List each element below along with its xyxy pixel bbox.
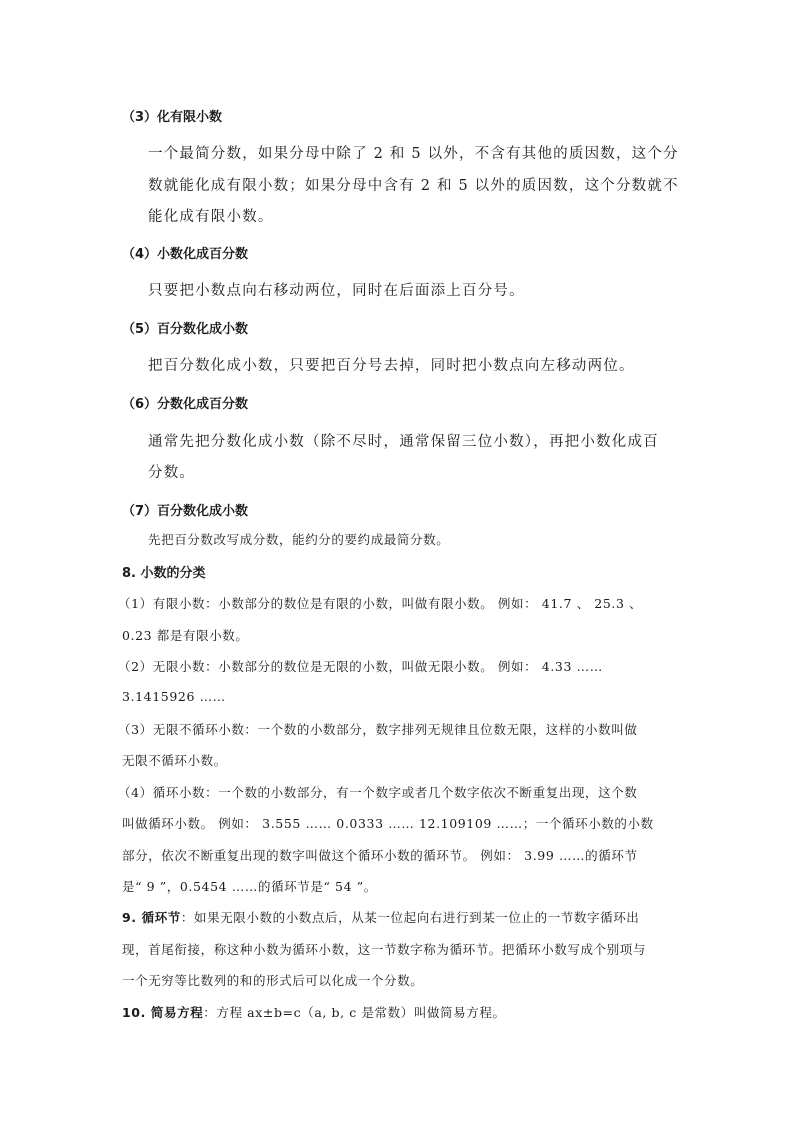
term-definition: ：如果无限小数的小数点后，从某一位起向右进行到某一位止的一节数字循环出	[180, 910, 640, 925]
paragraph-line: 一个最简分数，如果分母中除了 2 和 5 以外，不含有其他的质因数，这个分	[148, 146, 679, 162]
section-heading-3: （3）化有限小数	[122, 110, 223, 125]
paragraph-line: 无限不循环小数。	[122, 753, 227, 768]
paragraph-line: 数就能化成有限小数；如果分母中含有 2 和 5 以外的质因数，这个分数就不	[148, 178, 679, 194]
paragraph-line: 一个无穷等比数列的和的形式后可以化成一个分数。	[122, 973, 424, 988]
paragraph-line	[122, 1003, 506, 1021]
paragraph-line: 分数。	[148, 465, 196, 481]
paragraph-line: 现，首尾衔接，称这种小数为循环小数，这一节数字称为循环节。把循环小数写成个别项与	[122, 942, 647, 957]
section-heading-4: （4）小数化成百分数	[122, 247, 249, 262]
paragraph-line: 是“ 9 ”，0.5454 ……的循环节是“ 54 ”。	[122, 879, 377, 894]
paragraph-line: 部分，依次不断重复出现的数字叫做这个循环小数的循环节。 例如： 3.99 ……的循环节	[122, 848, 638, 863]
paragraph-line: 叫做循环小数。 例如： 3.555 …… 0.0333 …… 12.109109 ……；一个循环小数的小数	[122, 816, 654, 831]
paragraph-line: 0.23 都是有限小数。	[122, 628, 249, 643]
paragraph-line: 只要把小数点向右移动两位，同时在后面添上百分号。	[148, 283, 525, 299]
section-heading-5: （5）百分数化成小数	[122, 322, 249, 337]
paragraph-line: （1）有限小数：小数部分的数位是有限的小数，叫做有限小数。 例如： 41.7 、 25.3 、	[118, 596, 643, 611]
term-label-9: 9. 循环节	[122, 910, 181, 925]
section-heading-7: （7）百分数化成小数	[122, 504, 249, 519]
paragraph-line: （3）无限不循环小数：一个数的小数部分，数字排列无规律且位数无限，这样的小数叫做	[118, 722, 638, 737]
paragraph-line: 3.1415926 ……	[122, 689, 226, 704]
paragraph-line	[122, 908, 639, 926]
term-definition: ：方程 ax±b=c（a, b, c 是常数）叫做简易方程。	[203, 1005, 506, 1020]
paragraph-line: 能化成有限小数。	[148, 209, 274, 225]
paragraph-line: 通常先把分数化成小数（除不尽时，通常保留三位小数），再把小数化成百	[148, 434, 659, 450]
paragraph-line: （2）无限小数：小数部分的数位是无限的小数，叫做无限小数。 例如： 4.33 ……	[118, 659, 603, 674]
term-label-10: 10. 简易方程	[122, 1005, 204, 1020]
section-heading-6: （6）分数化成百分数	[122, 397, 249, 412]
section-heading-8: 8. 小数的分类	[122, 566, 206, 581]
paragraph-line: 先把百分数改写成分数，能约分的要约成最简分数。	[148, 532, 450, 547]
paragraph-line: （4）循环小数：一个数的小数部分，有一个数字或者几个数字依次不断重复出现，这个数	[118, 785, 638, 800]
paragraph-line: 把百分数化成小数，只要把百分号去掉，同时把小数点向左移动两位。	[148, 358, 635, 374]
